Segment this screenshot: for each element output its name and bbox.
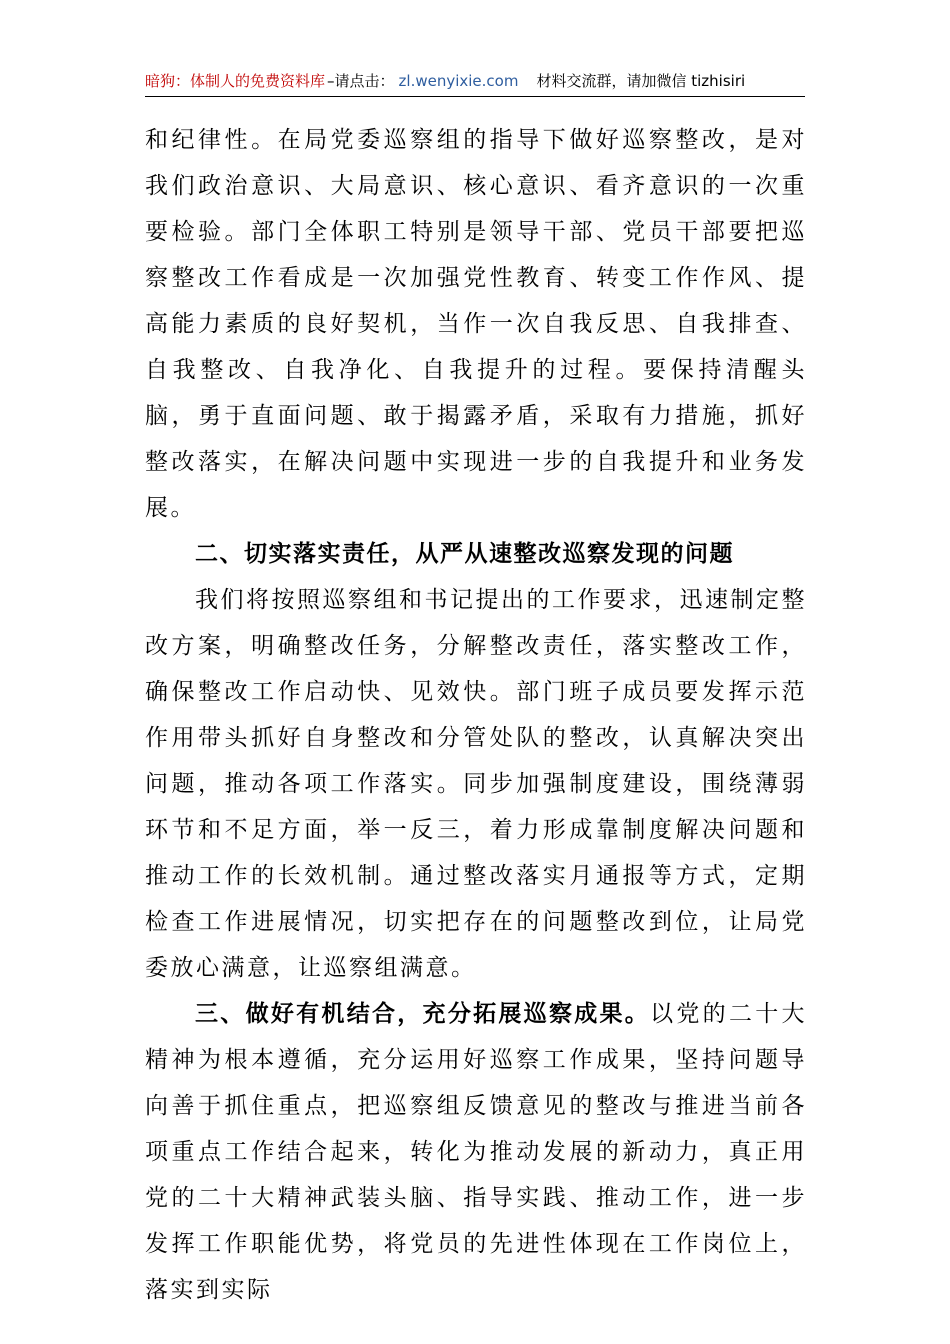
paragraph-3-text: 以党的二十大精神为根本遵循，充分运用好巡察工作成果，坚持问题导向善于抓住重点，把巡察组反馈意见的整改与推进当前各项重点工作结合起来，转化为推动发展的新动力，真正用党的二十大精神武装头脑、指导实践、推动工作，进一步发挥工作职能优势，将党员的先进性体现在工作岗位上，落实到实际 <box>145 1001 808 1303</box>
paragraph-3 <box>145 991 807 1313</box>
header-link[interactable]: zl.wenyixie.com <box>398 72 519 90</box>
paragraph-2: 我们将按照巡察组和书记提出的工作要求，迅速制定整改方案，明确整改任务，分解整改责任，落实整改工作，确保整改工作启动快、见效快。部门班子成员要发挥示范作用带头抓好自身整改和分管处队的整改，认真解决突出问题，推动各项工作落实。同步加强制度建设，围绕薄弱环节和不足方面，举一反三，着力形成靠制度解决问题和推动工作的长效机制。通过整改落实月通报等方式，定期检查工作进展情况，切实把存在的问题整改到位，让局党委放心满意，让巡察组满意。 <box>145 587 807 981</box>
section-heading-2: 二、切实落实责任，从严从速整改巡察发现的问题 <box>195 541 734 567</box>
section-heading-3: 三、做好有机结合，充分拓展巡察成果。 <box>195 1001 651 1027</box>
header-separator: –请点击： <box>327 72 395 90</box>
header-brand: 暗狗：体制人的免费资料库 <box>145 72 326 90</box>
header-contact: 材料交流群，请加微信 tizhisiri <box>536 72 746 90</box>
document-body <box>145 117 807 1313</box>
page-header <box>145 66 805 97</box>
paragraph-1: 和纪律性。在局党委巡察组的指导下做好巡察整改，是对我们政治意识、大局意识、核心意识、看齐意识的一次重要检验。部门全体职工特别是领导干部、党员干部要把巡察整改工作看成是一次加强党性教育、转变工作作风、提高能力素质的良好契机，当作一次自我反思、自我排查、自我整改、自我净化、自我提升的过程。要保持清醒头脑，勇于直面问题、敢于揭露矛盾，采取有力措施，抓好整改落实，在解决问题中实现进一步的自我提升和业务发展。 <box>145 127 807 521</box>
